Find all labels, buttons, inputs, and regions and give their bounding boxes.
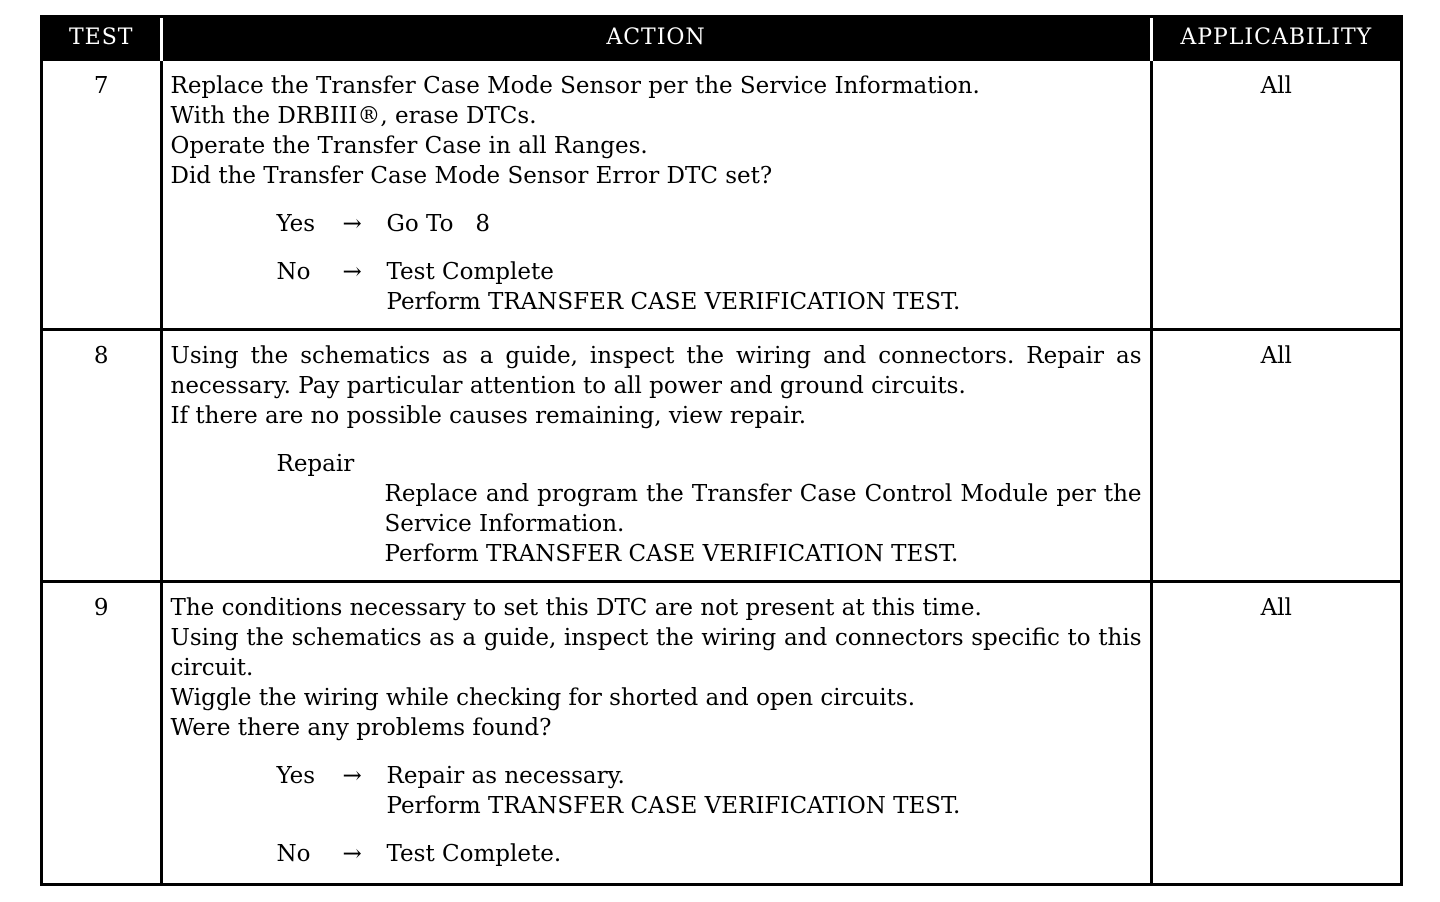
arrow-icon: →	[342, 259, 362, 285]
table-header-row	[43, 18, 1400, 60]
arrow-icon: →	[342, 841, 362, 867]
diagnostic-table-page	[40, 15, 1403, 886]
applicability-value: All	[1151, 330, 1400, 582]
table-row	[43, 582, 1400, 884]
arrow-icon: →	[342, 763, 362, 789]
test-number: 8	[43, 330, 161, 582]
yes-result	[387, 761, 1142, 821]
result-line: Go To 8	[386, 211, 490, 237]
action-line: Operate the Transfer Case in all Ranges.	[170, 133, 648, 159]
action-paragraph: Using the schematics as a guide, inspect the wiring and connectors specific to this circuit.	[170, 625, 1142, 681]
repair-label: Repair	[276, 451, 355, 477]
no-result	[387, 257, 1142, 317]
action-line: If there are no possible causes remaining, view repair.	[170, 403, 807, 429]
action-line: Were there any problems found?	[170, 715, 552, 741]
yes-option	[171, 761, 1142, 821]
action-line: The conditions necessary to set this DTC are not present at this time.	[170, 595, 982, 621]
action-line: Wiggle the wiring while checking for shorted and open circuits.	[170, 685, 916, 711]
test-number: 9	[43, 582, 161, 884]
action-line: Replace the Transfer Case Mode Sensor per the Service Information.	[170, 73, 980, 99]
header-test: TEST	[43, 18, 161, 60]
applicability-value: All	[1151, 582, 1400, 884]
header-applicability: APPLICABILITY	[1151, 18, 1400, 60]
result-line: Test Complete	[386, 259, 554, 285]
yes-option	[171, 209, 1142, 239]
action-cell	[161, 60, 1151, 330]
test-number: 7	[43, 60, 161, 330]
result-line: Test Complete.	[386, 841, 562, 867]
result-line: Perform TRANSFER CASE VERIFICATION TEST.	[386, 289, 961, 315]
action-line: Did the Transfer Case Mode Sensor Error DTC set?	[170, 163, 773, 189]
no-option	[171, 839, 1142, 869]
yes-result	[387, 209, 1142, 239]
applicability-value: All	[1151, 60, 1400, 330]
action-cell	[161, 582, 1151, 884]
result-line: Perform TRANSFER CASE VERIFICATION TEST.	[386, 793, 961, 819]
result-line: Repair as necessary.	[386, 763, 625, 789]
diagnostic-table	[43, 18, 1400, 883]
repair-block	[171, 449, 1142, 569]
action-paragraph: Using the schematics as a guide, inspect the wiring and connectors. Repair as necessary. Pay particular attention to all power and ground circuits.	[170, 343, 1142, 399]
no-result	[387, 839, 1142, 869]
repair-line: Perform TRANSFER CASE VERIFICATION TEST.	[384, 541, 959, 567]
yes-label: Yes	[276, 211, 316, 237]
no-option	[171, 257, 1142, 317]
table-row	[43, 330, 1400, 582]
table-row	[43, 60, 1400, 330]
no-label: No	[276, 841, 311, 867]
yes-label: Yes	[276, 763, 316, 789]
action-cell	[161, 330, 1151, 582]
action-line: With the DRBIII®, erase DTCs.	[170, 103, 537, 129]
no-label: No	[276, 259, 311, 285]
header-action: ACTION	[161, 18, 1151, 60]
arrow-icon: →	[342, 211, 362, 237]
repair-text: Replace and program the Transfer Case Control Module per the Service Information.	[384, 481, 1142, 537]
